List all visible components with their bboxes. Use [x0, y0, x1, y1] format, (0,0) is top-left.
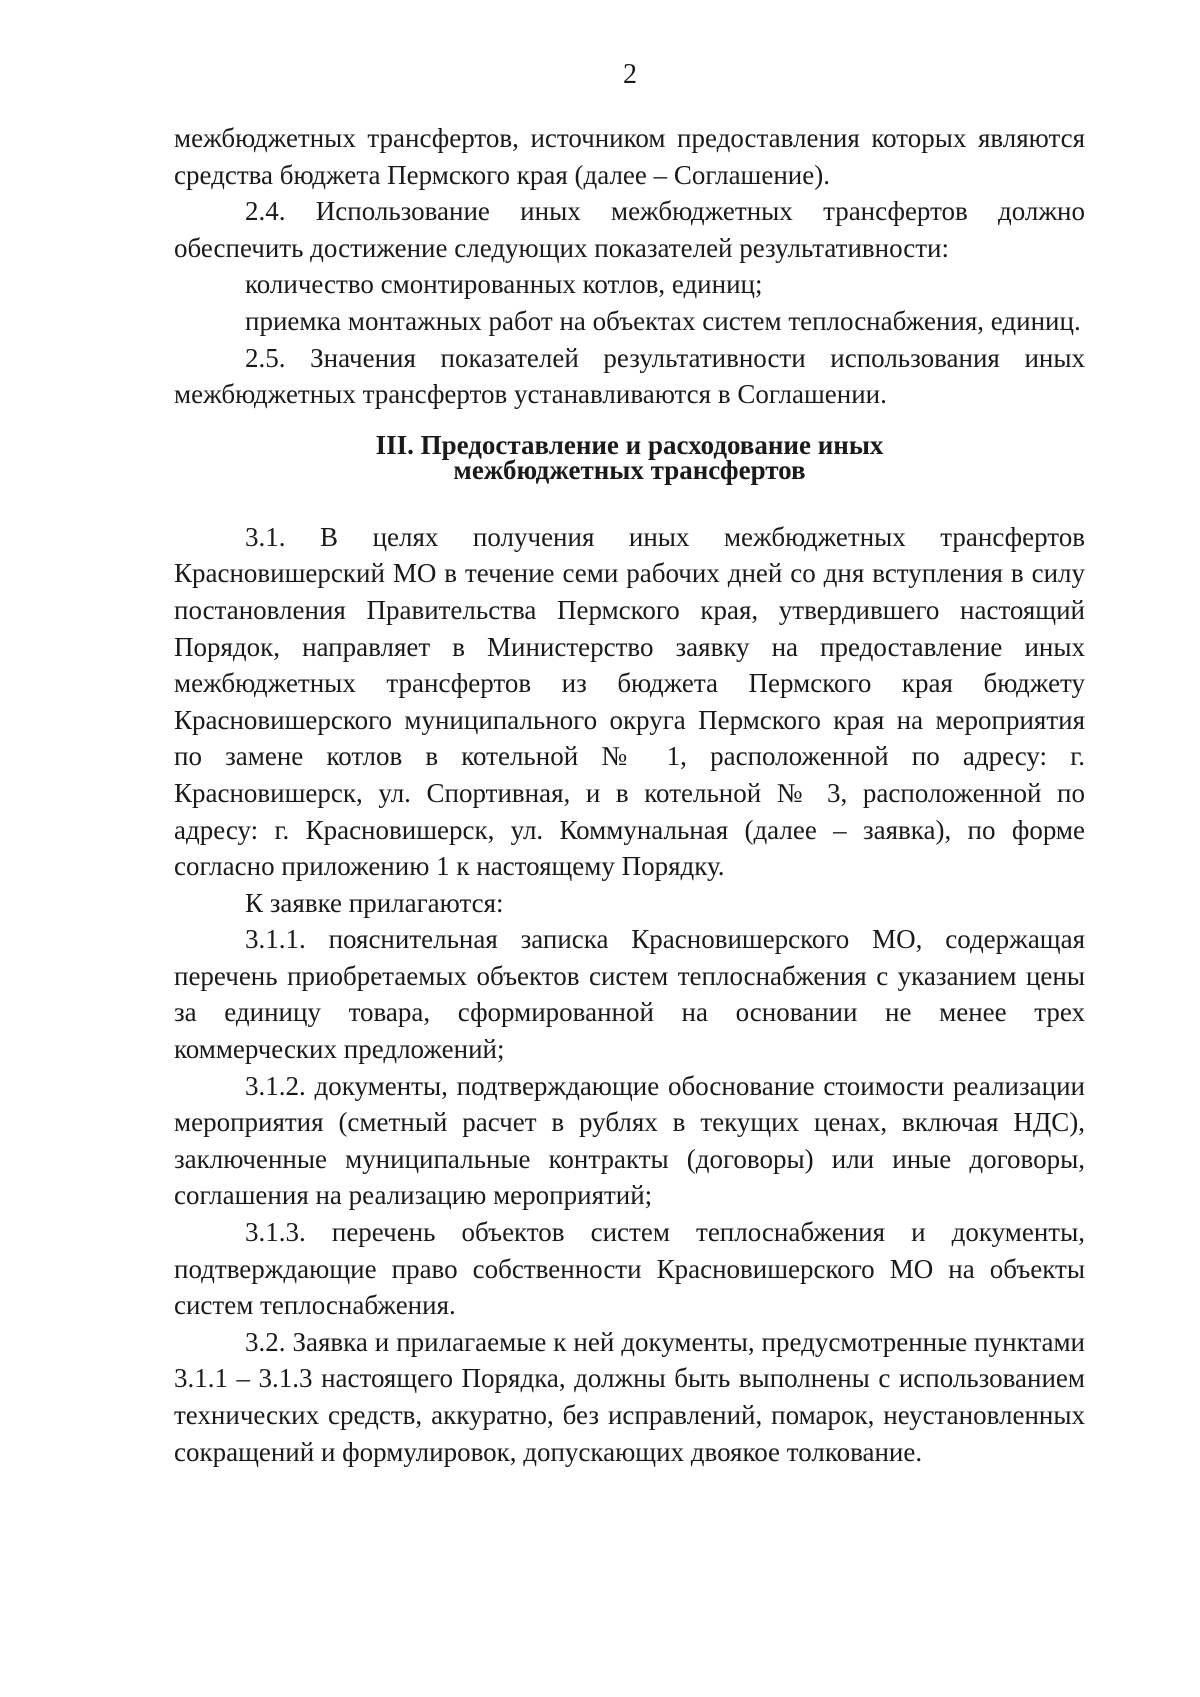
indicator-installation-acceptance: приемка монтажных работ на объектах систем теплоснабжения, единиц.: [245, 305, 1081, 336]
paragraph-2-5: 2.5. Значения показателей результативности использования иных межбюджетных трансфертов устанавливаются в Соглашении.: [174, 342, 1085, 410]
section-heading-line-1: III. Предоставление и расходование иных: [375, 429, 884, 460]
paragraph-3-1-3: 3.1.3. перечень объектов систем теплоснабжения и документы, подтверждающие право собственности Красновишерского МО на объекты систем теплоснабжения.: [174, 1217, 1085, 1321]
paragraph-2-4: 2.4. Использование иных межбюджетных трансфертов должно обеспечить достижение следующих показателей результативности:: [174, 196, 1085, 263]
section-heading-line-2: межбюджетных трансфертов: [453, 454, 806, 485]
indicator-boilers: количество смонтированных котлов, единиц;: [245, 269, 763, 300]
paragraph-3-1: 3.1. В целях получения иных межбюджетных трансфертов Красновишерский МО в течение семи рабочих дней со дня вступления в силу постановления Правительства Пермского края, утвердившего настоящий Порядок, направляет в Министерство заявку на предоставление иных межбюджетных трансфертов из бюджета Пермского края бюджету Красновишерского муниципального округа Пермского края на мероприятия по замене котлов в котельной № 1, расположенной по адресу: г. Красновишерск, ул. Спортивная, и в котельной № 3, расположенной по адресу: г. Красновишерск, ул. Коммунальная (далее – заявка), по форме согласно приложению 1 к настоящему Порядку.: [174, 521, 1085, 882]
paragraph-3-2: 3.2. Заявка и прилагаемые к ней документы, предусмотренные пунктами 3.1.1 – 3.1.3 настоящего Порядка, должны быть выполнены с использованием технических средств, аккуратно, без исправлений, помарок, неустановленных сокращений и формулировок, допускающих двоякое толкование.: [174, 1326, 1085, 1467]
document-body: [174, 120, 1085, 1470]
paragraph-3-1-2: 3.1.2. документы, подтверждающие обоснование стоимости реализации мероприятия (сметный расчет в рублях в текущих ценах, включая НДС), заключенные муниципальные контракты (договоры) или иные договоры, соглашения на реализацию мероприятий;: [174, 1070, 1085, 1211]
paragraph-3-1-1: 3.1.1. пояснительная записка Красновишерского МО, содержащая перечень приобретаемых объектов систем теплоснабжения с указанием цены за единицу товара, сформированной на основании не менее трех коммерческих предложений;: [174, 924, 1085, 1065]
paragraph-attachments-intro: К заявке прилагаются:: [245, 887, 504, 918]
paragraph-transfers-continuation: межбюджетных трансфертов, источником предоставления которых являются средства бюджета Пермского края (далее – Соглашение).: [174, 123, 1085, 190]
page-number: 2: [623, 59, 637, 90]
section-heading-iii: [174, 429, 1085, 485]
